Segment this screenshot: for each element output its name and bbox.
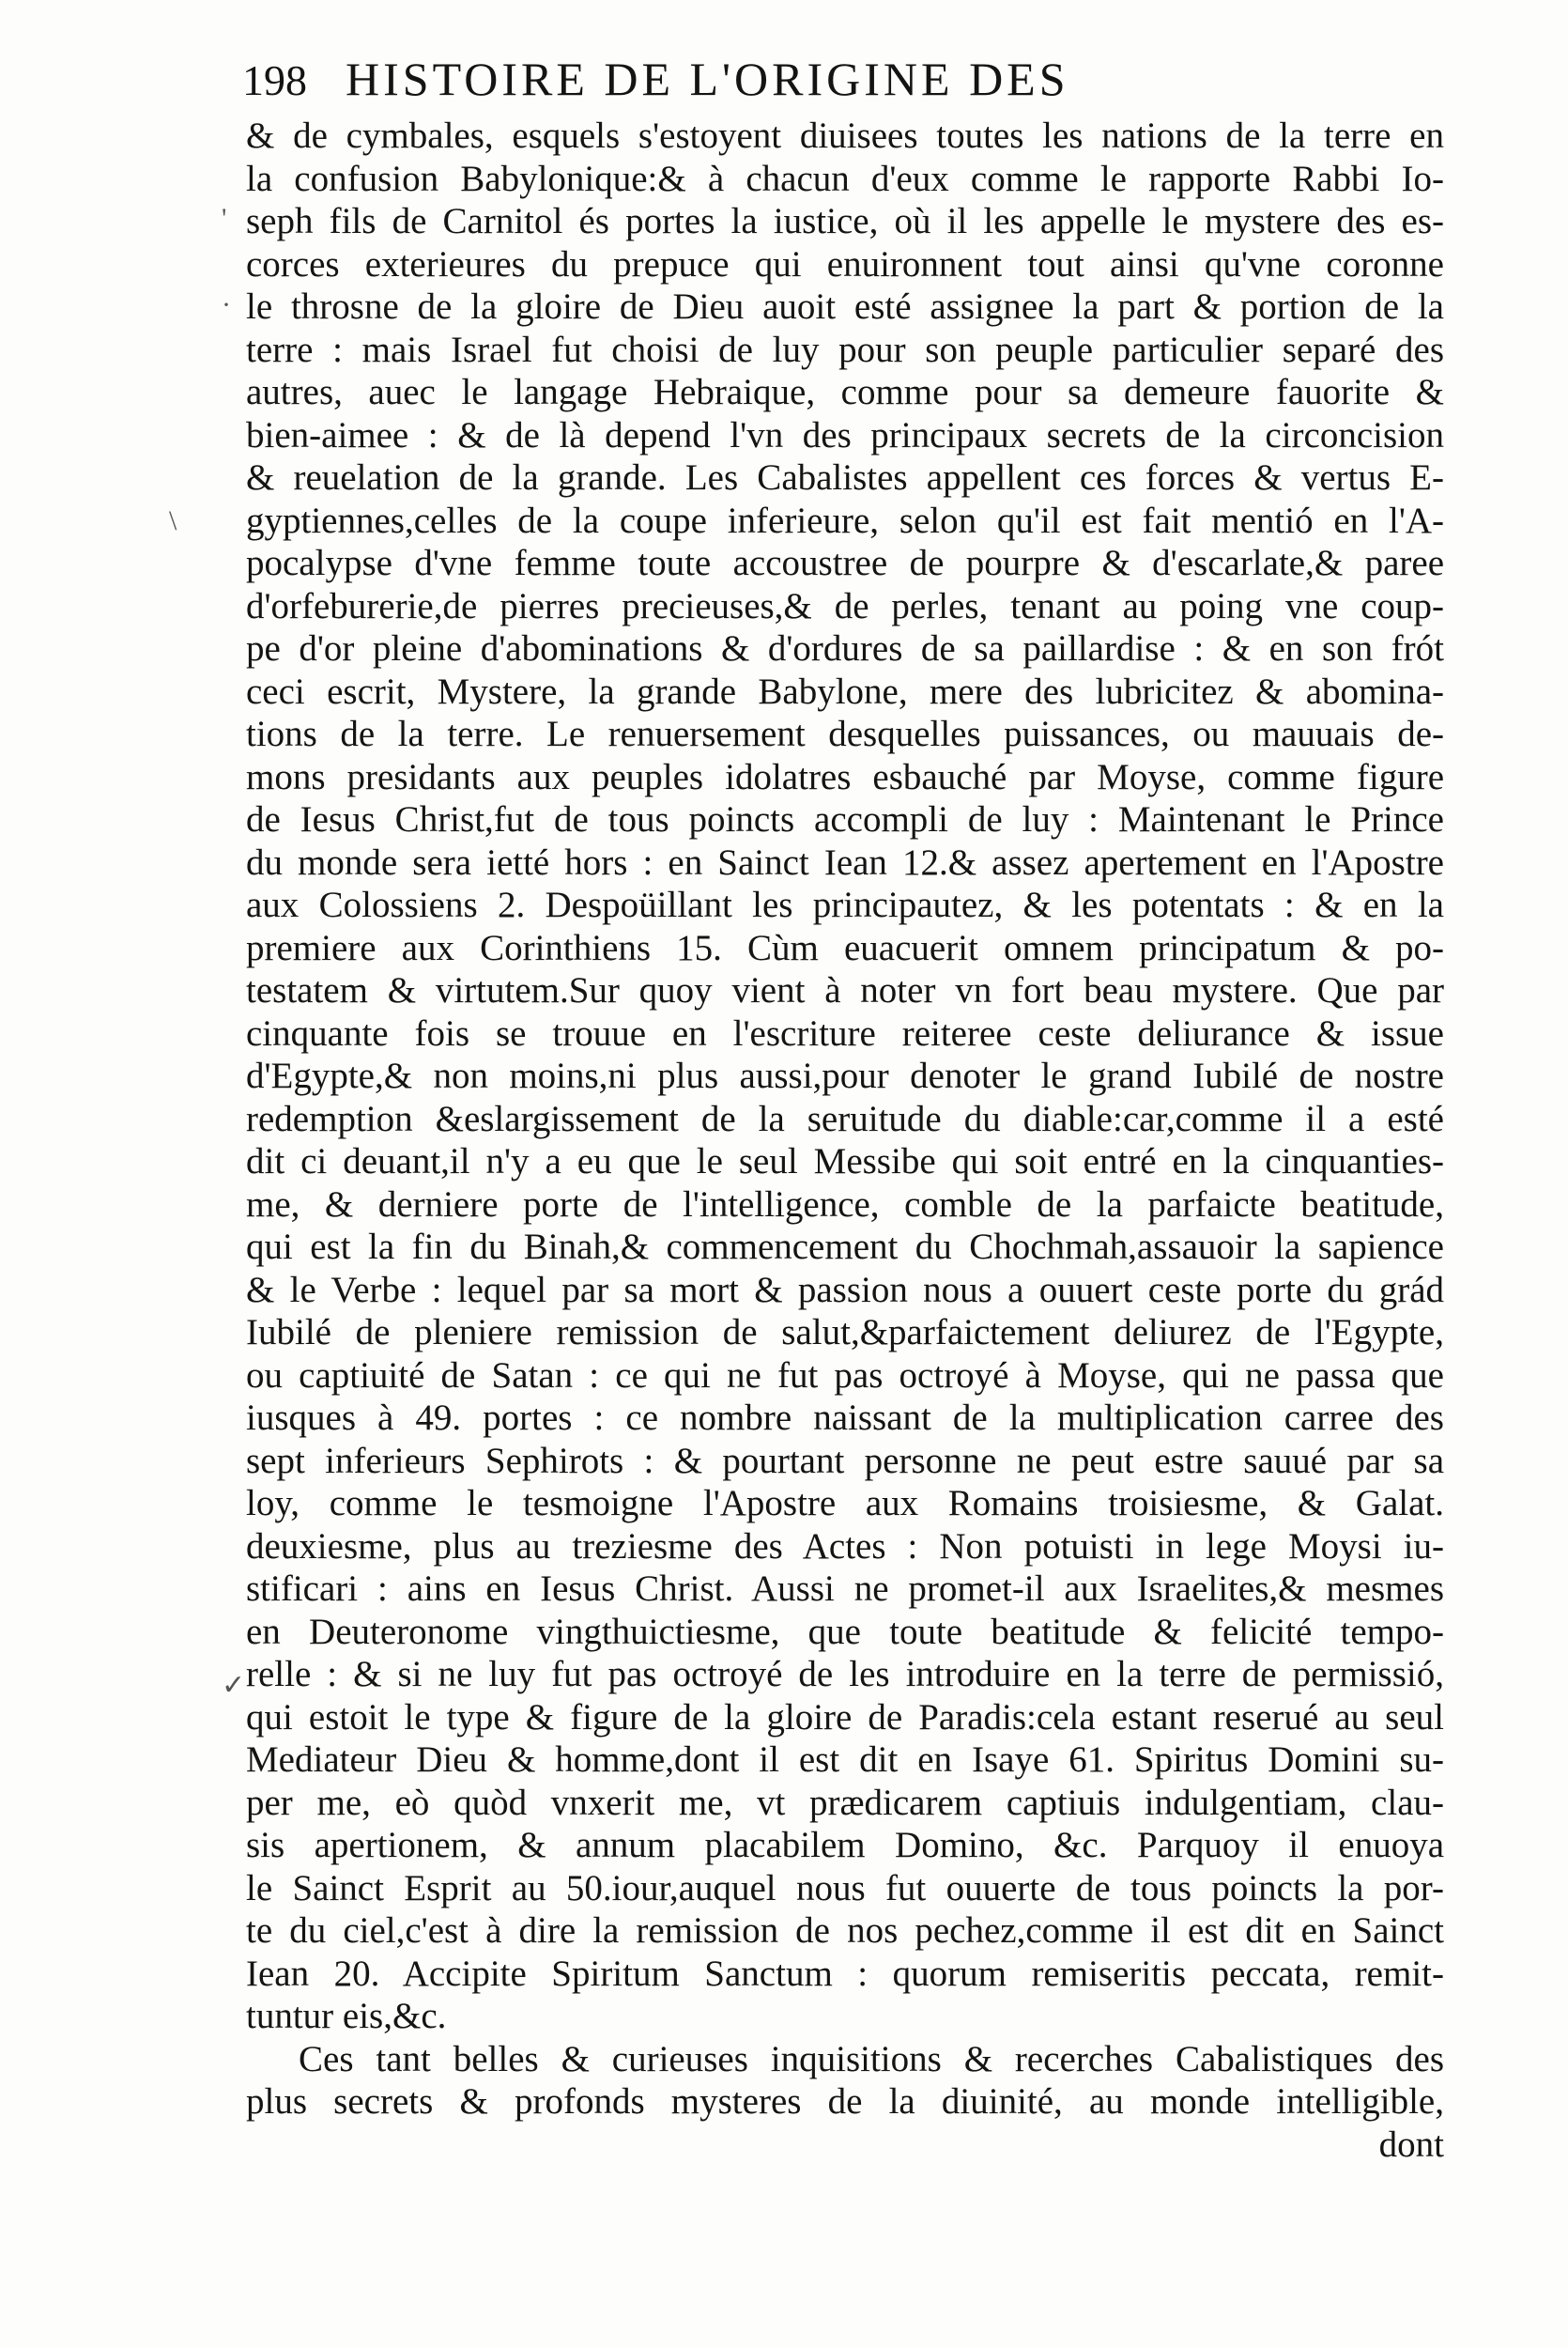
text-line: deuxiesme, plus au treziesme des Actes : Non potuisti in lege Moysi iu- — [246, 1525, 1444, 1567]
text-line: pocalypse d'vne femme toute accoustree de pourpre & d'escarlate,& paree — [246, 543, 1444, 583]
text-line: le Sainct Esprit au 50.iour,auquel nous fut ouuerte de tous poincts la por- — [246, 1867, 1444, 1908]
text-line: relle : & si ne luy fut pas octroyé de les introduire en la terre de permissió, — [246, 1654, 1444, 1694]
text-line: sept inferieurs Sephirots : & pourtant personne ne peut estre sauué par sa — [246, 1440, 1444, 1481]
text-line: stificari : ains en Iesus Christ. Aussi ne promet-il aux Israelites,& mesmes — [246, 1568, 1444, 1609]
text-line: ou captiuité de Satan : ce qui ne fut pas octroyé à Moyse, qui ne passa que — [246, 1354, 1444, 1396]
text-line: premiere aux Corinthiens 15. Cùm euacuerit omnem principatum & po- — [246, 927, 1444, 968]
text-line: cinquante fois se trouue en l'escriture reiteree ceste deliurance & issue — [246, 1012, 1444, 1054]
text-line: Iubilé de pleniere remission de salut,&parfaictement deliurez de l'Egypte, — [246, 1312, 1444, 1352]
text-line: iusques à 49. portes : ce nombre naissant de la multiplication carree des — [246, 1398, 1444, 1438]
text-line: pe d'or pleine d'abominations & d'ordures de sa paillardise : & en son frót — [246, 628, 1444, 669]
text-line: redemption &eslargissement de la seruitude du diable:car,comme il a esté — [246, 1098, 1444, 1139]
text-line: seph fils de Carnitol és portes la iustice, où il les appelle le mystere des es- — [246, 201, 1444, 241]
text-line: Mediateur Dieu & homme,dont il est dit en Isaye 61. Spiritus Domini su- — [246, 1739, 1444, 1780]
text-line: de Iesus Christ,fut de tous poincts accompli de luy : Maintenant le Prince — [246, 799, 1444, 840]
text-line: & reuelation de la grande. Les Cabalistes appellent ces forces & vertus E- — [246, 457, 1444, 498]
text-line: mons presidants aux peuples idolatres esbauché par Moyse, comme figure — [246, 756, 1444, 797]
text-line: Ces tant belles & curieuses inquisitions & recerches Cabalistiques des — [299, 2038, 1444, 2079]
text-line: d'orfeburerie,de pierres precieuses,& de perles, tenant au poing vne coup- — [246, 585, 1444, 626]
text-line: plus secrets & profonds mysteres de la diuinité, au monde intelligible, — [246, 2081, 1444, 2122]
text-line: per me, eò quòd vnxerit me, vt prædicarem captiuis indulgentiam, clau- — [246, 1782, 1444, 1823]
text-line: & le Verbe : lequel par sa mort & passion nous a ouuert ceste porte du grád — [246, 1269, 1444, 1310]
margin-mark: ✓ — [222, 1670, 246, 1701]
text-line: gyptiennes,celles de la coupe inferieure, selon qu'il est fait mentió en l'A- — [246, 500, 1444, 541]
text-line: bien-aimee : & de là depend l'vn des principaux secrets de la circoncision — [246, 414, 1444, 456]
text-line: ceci escrit, Mystere, la grande Babylone, mere des lubricitez & abomina- — [246, 671, 1444, 712]
text-line: du monde sera ietté hors : en Sainct Iean 12.& assez apertement en l'Apostre — [246, 842, 1444, 883]
margin-mark: \ — [169, 505, 177, 536]
text-line: qui estoit le type & figure de la gloire de Paradis:cela estant reserué au seul — [246, 1696, 1444, 1738]
margin-mark: · — [222, 289, 231, 320]
text-line: en Deuteronome vingthuictiesme, que toute beatitude & felicité tempo- — [246, 1611, 1444, 1652]
text-line: & de cymbales, esquels s'estoyent diuisees toutes les nations de la terre en — [246, 116, 1444, 156]
text-line: loy, comme le tesmoigne l'Apostre aux Romains troisiesme, & Galat. — [246, 1483, 1444, 1523]
running-title: HISTOIRE DE L'ORIGINE DES — [346, 53, 1069, 105]
text-line: aux Colossiens 2. Despoüillant les principautez, & les potentats : & en la — [246, 885, 1444, 925]
text-line: le throsne de la gloire de Dieu auoit esté assignee la part & portion de la — [246, 286, 1444, 327]
text-line: me, & derniere porte de l'intelligence, comble de la parfaicte beatitude, — [246, 1183, 1444, 1225]
body-text — [246, 115, 1444, 2166]
text-line: te du ciel,c'est à dire la remission de nos pechez,comme il est dit en Sainct — [246, 1910, 1444, 1951]
catchword: dont — [1378, 2124, 1444, 2165]
text-line: terre : mais Israel fut choisi de luy pour son peuple particulier separé des — [246, 329, 1444, 370]
text-line: Iean 20. Accipite Spiritum Sanctum : quorum remiseritis peccata, remit- — [246, 1953, 1444, 1994]
text-line: dit ci deuant,il n'y a eu que le seul Messibe qui soit entré en la cinquanties- — [246, 1141, 1444, 1182]
text-line: autres, auec le langage Hebraique, comme pour sa demeure fauorite & — [246, 372, 1444, 412]
text-line: d'Egypte,& non moins,ni plus aussi,pour denoter le grand Iubilé de nostre — [246, 1056, 1444, 1096]
text-line: la confusion Babylonique:& à chacun d'eux comme le rapporte Rabbi Io- — [246, 158, 1444, 199]
text-line: qui est la fin du Binah,& commencement du Chochmah,assauoir la sapience — [246, 1227, 1444, 1267]
margin-mark: ' — [222, 203, 227, 234]
page-header — [242, 49, 1444, 115]
text-line: testatem & virtutem.Sur quoy vient à noter vn fort beau mystere. Que par — [246, 970, 1444, 1011]
text-line: sis apertionem, & annum placabilem Domino, &c. Parquoy il enuoya — [246, 1825, 1444, 1865]
text-line: corces exterieures du prepuce qui enuironnent tout ainsi qu'vne coronne — [246, 243, 1444, 285]
text-line: tuntur eis,&c. — [246, 1996, 447, 2036]
page-number: 198 — [242, 56, 307, 104]
text-line: tions de la terre. Le renuersement desquelles puissances, ou mauuais de- — [246, 714, 1444, 754]
